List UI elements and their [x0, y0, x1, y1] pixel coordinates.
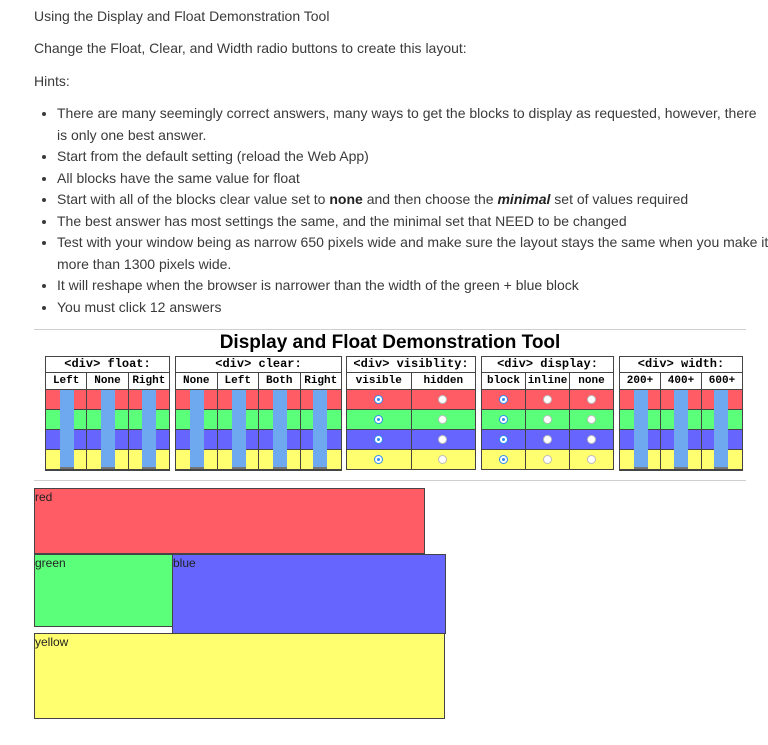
hints-list	[34, 103, 768, 318]
clear-both-slider[interactable]	[273, 390, 287, 469]
hint-item: • All blocks have the same value for float	[57, 168, 768, 190]
visibility-group-title: <div> visiblity:	[347, 357, 475, 373]
float-group	[45, 356, 170, 471]
hint-text: and then choose the	[362, 191, 498, 207]
radio-display-block[interactable]	[499, 395, 508, 404]
radio-display-none[interactable]	[587, 435, 596, 444]
hint-item: • Start from the default setting (reload the Web App)	[57, 146, 768, 168]
display-group	[481, 356, 614, 470]
float-right-slider[interactable]	[142, 390, 156, 469]
width-col-400: 400+	[661, 373, 702, 389]
radio-display-inline[interactable]	[543, 435, 552, 444]
divider-top	[34, 329, 746, 330]
clear-right-slider[interactable]	[313, 390, 327, 469]
intro-instruction: Change the Float, Clear, and Width radio buttons to create this layout:	[34, 40, 467, 56]
demo-label-yellow: yellow	[35, 635, 69, 649]
hint-bold-minimal	[497, 191, 550, 207]
display-col-inline: inline	[526, 373, 570, 389]
hint-text: Start with all of the blocks clear value set to	[57, 191, 330, 207]
float-col-left: Left	[46, 373, 87, 389]
hint-item: • There are many seemingly correct answers, many ways to get the blocks to display as requested, however, there is only one best answer.	[57, 103, 768, 146]
clear-col-left: Left	[218, 373, 260, 389]
float-col-right: Right	[132, 375, 166, 387]
demo-label-red: red	[35, 490, 53, 504]
radio-display-none[interactable]	[587, 455, 596, 464]
display-group-title: <div> display:	[482, 357, 613, 373]
width-400-slider[interactable]	[674, 390, 688, 469]
radio-visibility-visible[interactable]	[374, 415, 383, 424]
radio-display-inline[interactable]	[543, 395, 552, 404]
radio-visibility-hidden[interactable]	[438, 435, 447, 444]
visibility-col-hidden: hidden	[423, 375, 464, 387]
hint-italic-minimal: minimal	[497, 191, 551, 207]
hint-item: • You must click 12 answers	[57, 297, 768, 319]
display-col-none: none	[578, 375, 605, 387]
radio-visibility-hidden[interactable]	[438, 395, 447, 404]
clear-col-right: Right	[304, 375, 338, 387]
width-200-slider[interactable]	[634, 390, 648, 469]
radio-visibility-visible[interactable]	[374, 455, 383, 464]
width-col-600: 600+	[708, 375, 736, 387]
float-none-slider[interactable]	[101, 390, 115, 469]
demo-label-green: green	[35, 556, 66, 570]
width-rows	[620, 390, 742, 470]
tool-title: Display and Float Demonstration Tool	[219, 332, 561, 353]
width-group-title: <div> width:	[620, 357, 742, 373]
hint-item: • Test with your window being as narrow 650 pixels wide and make sure the layout stays the same when you make it more than 1300 pixels wide.	[57, 232, 768, 275]
radio-visibility-visible[interactable]	[374, 435, 383, 444]
hints-label: Hints:	[34, 73, 70, 89]
radio-visibility-hidden[interactable]	[438, 455, 447, 464]
width-600-slider[interactable]	[714, 390, 728, 469]
hint-bold-none: none	[329, 191, 363, 207]
float-left-slider[interactable]	[60, 390, 74, 469]
float-group-title: <div> float:	[46, 357, 169, 373]
float-col-none: None	[87, 373, 128, 389]
width-group	[619, 356, 743, 471]
visibility-rows	[347, 390, 475, 469]
demo-block-red	[34, 488, 425, 554]
width-col-200: 200+	[620, 373, 661, 389]
radio-visibility-hidden[interactable]	[438, 415, 447, 424]
demo-label-blue: blue	[173, 556, 196, 570]
clear-left-slider[interactable]	[232, 390, 246, 469]
hint-item: • The best answer has most settings the same, and the minimal set that NEED to be changed	[57, 211, 768, 233]
radio-visibility-visible[interactable]	[374, 395, 383, 404]
clear-col-none: None	[176, 373, 218, 389]
demo-block-yellow	[34, 633, 445, 719]
radio-display-block[interactable]	[499, 435, 508, 444]
display-col-block: block	[482, 373, 526, 389]
clear-group-title: <div> clear:	[176, 357, 341, 373]
clear-none-slider[interactable]	[190, 390, 204, 469]
radio-display-none[interactable]	[587, 415, 596, 424]
radio-display-inline[interactable]	[543, 455, 552, 464]
hint-item	[57, 189, 768, 211]
radio-display-block[interactable]	[499, 455, 508, 464]
clear-col-both: Both	[259, 373, 301, 389]
display-rows	[482, 390, 613, 469]
divider-bottom	[34, 480, 746, 481]
intro-title-line: Using the Display and Float Demonstration Tool	[34, 8, 330, 24]
demo-block-blue	[172, 554, 446, 634]
radio-display-inline[interactable]	[543, 415, 552, 424]
visibility-group	[346, 356, 476, 470]
clear-group	[175, 356, 342, 471]
radio-display-block[interactable]	[499, 415, 508, 424]
hint-text: set of values required	[550, 191, 689, 207]
float-rows	[46, 390, 169, 470]
clear-rows	[176, 390, 341, 470]
radio-display-none[interactable]	[587, 395, 596, 404]
hint-item: • It will reshape when the browser is narrower than the width of the green + blue block	[57, 275, 768, 297]
visibility-col-visible: visible	[347, 373, 412, 389]
demo-block-green	[34, 554, 173, 627]
